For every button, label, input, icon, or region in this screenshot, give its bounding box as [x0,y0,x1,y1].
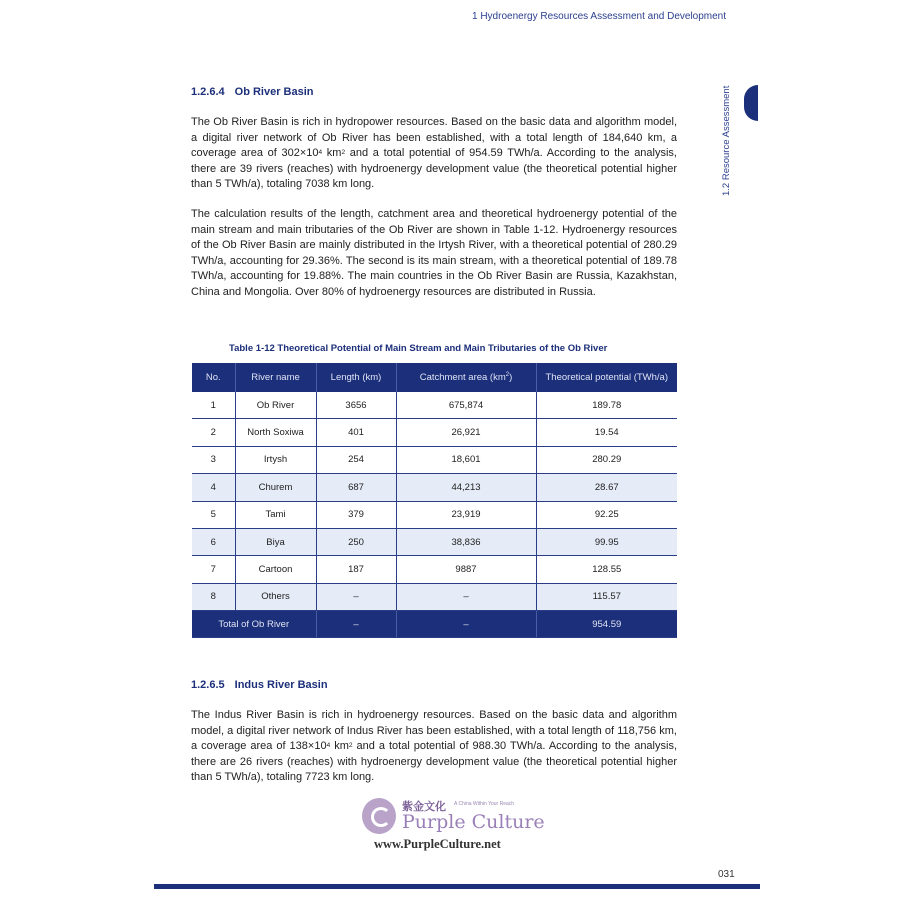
cell-potential: 128.55 [536,556,677,583]
table-row [192,528,677,555]
table-header-row [192,363,677,392]
cell-river: Irtysh [235,446,316,473]
table-row [192,583,677,610]
superscript: 2 [505,371,510,378]
text-run: and a total potential of 988.30 TWh/a. According to the analysis, there are 26 rivers (reaches) with hydroenergy development value (the theoretical potential higher than 5 TWh/a), totaling 7723 km long. [191,740,677,783]
cell-river: Cartoon [235,556,316,583]
text-run: km [330,740,349,752]
cell-length: 254 [316,446,396,473]
table-row [192,419,677,446]
cell-potential: 19.54 [536,419,677,446]
table-row [192,446,677,473]
superscript: 4 [318,149,323,156]
cell-length: – [316,583,396,610]
paragraph-ob-intro [191,115,677,193]
superscript: 4 [326,742,331,749]
cell-catchment: 675,874 [396,392,536,419]
superscript: 2 [341,149,346,156]
cell-total-potential: 954.59 [536,611,677,638]
cell-total-catchment: – [396,611,536,638]
cell-river: Tami [235,501,316,528]
cell-river: Biya [235,528,316,555]
text-run: The Indus River Basin is rich in hydroenergy resources. Based on the basic data and algorithm model, a digital river network of Indus River has been established, with a total length of 118,756 km, a coverage area of 138×10 [191,709,677,752]
page-number: 031 [718,869,735,880]
side-section-label [718,85,738,198]
cell-no: 6 [192,528,235,555]
cell-potential: 92.25 [536,501,677,528]
section-title: Indus River Basin [234,679,328,691]
purple-culture-logo-icon [362,798,396,834]
section-number: 1.2.6.5 [191,679,225,691]
header-text: Catchment area (km [419,372,506,384]
cell-river: Churem [235,474,316,501]
cell-no: 4 [192,474,235,501]
section-title: Ob River Basin [234,86,314,98]
cell-river: Ob River [235,392,316,419]
cell-total-length: – [316,611,396,638]
paragraph-ob-results: The calculation results of the length, catchment area and theoretical hydroenergy potential of the main stream and main tributaries of the Ob River are shown in Table 1-12. Hydroenergy resources of the Ob River Basin are mainly distributed in the Irtysh River, with a theoretical potential of 280.29 TWh/a, accounting for 29.36%. The second is its main stream, with a theoretical potential of 189.78 TWh/a, accounting for 19.88%. The main countries in the Ob River Basin are Russia, Kazakhstan, China and Mongolia. Over 80% of hydroenergy resources are distributed in Russia. [191,208,677,298]
cell-no: 8 [192,583,235,610]
cell-length: 379 [316,501,396,528]
col-header-no: No. [192,363,235,392]
section-heading-indus [191,679,328,691]
cell-catchment: 26,921 [396,419,536,446]
cell-total-label: Total of Ob River [192,611,316,638]
cell-potential: 280.29 [536,446,677,473]
cell-length: 187 [316,556,396,583]
cell-length: 687 [316,474,396,501]
ob-potential-table [192,363,677,638]
cell-catchment: – [396,583,536,610]
text-run: km [322,147,342,159]
section-heading-ob [191,86,314,98]
table-row [192,501,677,528]
cell-catchment: 23,919 [396,501,536,528]
cell-catchment: 38,836 [396,528,536,555]
cell-length: 250 [316,528,396,555]
watermark-tagline: A China Within Your Reach [454,801,515,807]
running-head: 1 Hydroenergy Resources Assessment and Development [472,11,727,22]
cell-catchment: 44,213 [396,474,536,501]
watermark-url: www.PurpleCulture.net [374,837,501,851]
table-total-row [192,611,677,638]
col-header-catchment [396,363,536,392]
section-number: 1.2.6.4 [191,86,225,98]
cell-no: 1 [192,392,235,419]
cell-no: 5 [192,501,235,528]
paragraph-indus-intro [191,708,677,786]
cell-no: 3 [192,446,235,473]
col-header-river: River name [235,363,316,392]
superscript: 2 [348,742,353,749]
footer-rule [154,884,760,889]
cell-length: 401 [316,419,396,446]
table-row [192,474,677,501]
cell-potential: 189.78 [536,392,677,419]
cell-potential: 28.67 [536,474,677,501]
cell-potential: 99.95 [536,528,677,555]
side-section-text: 1.2 Resource Assessment [721,85,732,196]
table-row [192,392,677,419]
header-text: ) [509,372,513,384]
cell-length: 3656 [316,392,396,419]
cell-no: 7 [192,556,235,583]
watermark-brand: Purple Culture [402,811,545,833]
cell-river: North Soxiwa [235,419,316,446]
cell-river: Others [235,583,316,610]
col-header-length: Length (km) [316,363,396,392]
table-row [192,556,677,583]
table-caption: Table 1-12 Theoretical Potential of Main Stream and Main Tributaries of the Ob River [229,343,608,354]
cell-no: 2 [192,419,235,446]
chapter-tab-marker [744,85,758,121]
text-run: The Ob River Basin is rich in hydropower resources. Based on the basic data and algorithm model, a digital river network of Ob River has been established, with a total length of 184,640 km, a coverage area of 302×10 [191,116,677,159]
watermark [362,796,545,856]
text-run: and a total potential of 954.59 TWh/a. According to the analysis, there are 39 rivers (reaches) with hydroenergy development value (the theoretical potential higher than 5 TWh/a), totaling 7038 km long. [191,147,677,190]
watermark-chinese: 紫金文化 [402,801,446,813]
cell-catchment: 18,601 [396,446,536,473]
cell-catchment: 9887 [396,556,536,583]
cell-potential: 115.57 [536,583,677,610]
col-header-potential: Theoretical potential (TWh/a) [536,363,677,392]
